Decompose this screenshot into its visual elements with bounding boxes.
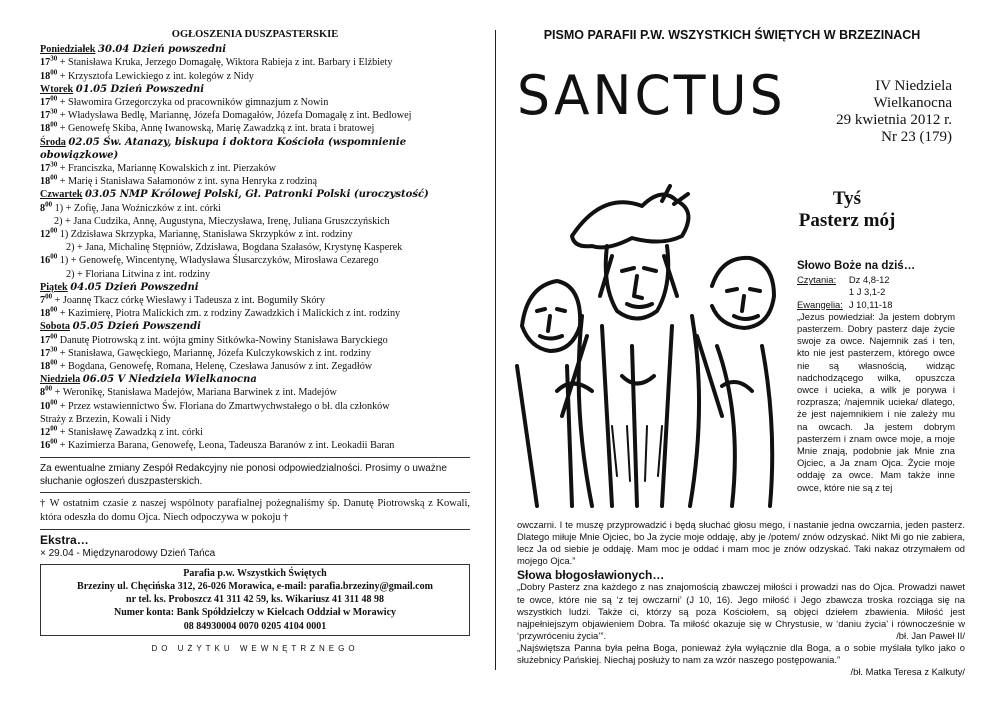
day-date: 03.05 NMP Królowej Polski, Gł. Patronki Polski (uroczystość) [84, 189, 429, 201]
intention-text: Danutę Piotrowską z int. wójta gminy Sitkówka-Nowiny Stanisława Baryckiego [57, 334, 388, 346]
intention-text: + Marię i Stanisława Sałamonów z int. syna Henryka z rodziną [57, 176, 317, 188]
mass-hour: 18 [40, 361, 51, 373]
sanctus-logo: SANCTUS [517, 64, 786, 128]
mass-intention [40, 254, 470, 267]
separator [40, 529, 470, 530]
mass-hour: 18 [40, 70, 51, 82]
day-date: 04.05 Dzień Powszedni [70, 281, 199, 293]
schedule [40, 43, 470, 452]
mass-hour: 17 [40, 334, 51, 346]
mass-intention [40, 241, 470, 254]
mass-hour: 17 [40, 110, 51, 122]
intention-text: 1) Zdzisława Skrzypka, Mariannę, Stanisława Skrzypków z int. rodziny [57, 229, 353, 241]
mass-minutes: 00 [50, 398, 58, 407]
mass-minutes: 00 [50, 121, 58, 130]
quote-text: „Dobry Pasterz zna każdego z nas znajomością zbawczej miłości i prowadzi nas do Ojca. Prowadzi nawet te owce, które nie są ‘z tej owczarni’ (J 10, 16). Jego miłość i Jego zbawcza troska rozciąga się na wszystkich ludzi. Także ci, którzy są poza Kościołem, są objęci dziełem zbawienia. Miłość jest najpełniejszym objawieniem Dobra. Ta miłość okazuje się w Chrystusie, w ‘daniu życia’ i równocześnie w ‘przywróceniu życia’”. [517, 581, 965, 641]
mass-hour: 17 [40, 57, 51, 69]
day-heading [40, 320, 470, 333]
mass-minutes: 00 [45, 292, 53, 301]
gospel-text: „Jezus powiedział: Ja jestem dobrym pasterzem. Dobry pasterz daje życie swoje za owce. Najemnik zaś i ten, kto nie jest pasterzem, którego owce nie są własnością, widząc nadchodzącego wilka, opuszcza owce i ucieka, a wilk je porywa i rozprasza; /najemnik ucieka/ dlatego, że jest najemnikiem i nie zależy mu na owcach. Ja jestem dobrym pasterzem i znam owce moje, a moje Mnie znają, podobnie jak Mnie zna Ojciec, a Ja znam Ojca. Życie moje oddaję za owce. Mam także inne owce, które nie są z tej [797, 310, 955, 493]
mass-hour: 17 [40, 163, 51, 175]
intention-text: + Przez wstawiennictwo Św. Floriana do Zmartwychwstałego o bł. dla członków [57, 400, 390, 412]
mass-hour: 17 [40, 347, 51, 359]
day-name: Piątek [40, 281, 68, 293]
intention-text: 2) + Jana Cudzika, Annę, Augustyna, Mieczysława, Irenę, Juliana Gruszczyńskich [54, 215, 390, 227]
intention-text: Straży z Brzezin, Kowali i Nidy [40, 413, 171, 425]
mass-intention [40, 109, 470, 122]
day-heading [40, 188, 470, 201]
quote-signature: /bł. Matka Teresa z Kalkuty/ [850, 666, 965, 678]
reading-row [797, 299, 898, 311]
issue-number: Nr 23 (179) [881, 129, 952, 145]
mass-minutes: 00 [50, 173, 58, 182]
mass-hour: 8 [40, 387, 46, 399]
blessed-quote-2: „Najświętsza Panna była pełna Boga, ponieważ żyła wyłącznie dla Boga, a o sobie myślała tylko jako o służebnicy Pańskiej. Niechaj posłuży to nam za wzór naszego postępowania.” [517, 641, 965, 666]
issue-info [782, 78, 952, 146]
day-name: Poniedziałek [40, 44, 96, 56]
mass-minutes: 00 [50, 253, 58, 262]
readings-table [797, 274, 898, 311]
intention-text: + Bogdana, Genowefę, Romana, Helenę, Czesława Janusów z int. Zegadłów [57, 361, 373, 373]
bank-name: Numer konta: Bank Spółdzielczy w Kielcach Oddział w Morawicy [113, 607, 397, 619]
intention-text: + Sławomira Grzegorczyka od pracowników gimnazjum z Nowin [57, 97, 329, 109]
intention-text: + Stanisława, Gawęckiego, Mariannę, Józefa Kulczykowskich z int. rodziny [57, 347, 372, 359]
announcements-column [40, 28, 470, 655]
separator [40, 492, 470, 493]
day-name: Niedziela [40, 374, 81, 386]
intention-text: + Krzysztofa Lewickiego z int. kolegów z Nidy [57, 70, 254, 82]
reading-label: Ewangelia: [797, 298, 843, 310]
intention-text: + Joannę Tkacz córkę Wiesławy i Tadeusza z int. Bogumiły Skóry [52, 295, 325, 307]
mass-hour: 17 [40, 97, 51, 109]
reading-ref: Dz 4,8-12 [848, 274, 890, 286]
gospel-section [797, 260, 955, 494]
blessed-title: Słowa błogosławionych… [517, 568, 665, 583]
mass-hour: 18 [40, 176, 51, 188]
intention-text: + Stanisława Kruka, Jerzego Domagałę, Wiktora Rabieja z int. Barbary i Elżbiety [57, 57, 393, 69]
day-heading [40, 136, 470, 162]
parish-name: Parafia p.w. Wszystkich Świętych [183, 567, 327, 579]
intention-text: + Franciszka, Mariannę Kowalskich z int. Pierzaków [57, 163, 276, 175]
day-heading [40, 281, 470, 294]
issue-date: 29 kwietnia 2012 r. [836, 112, 952, 128]
mass-minutes: 00 [50, 424, 58, 433]
separator [40, 457, 470, 458]
mass-intention [40, 70, 470, 83]
mass-minutes: 00 [50, 358, 58, 367]
mass-intention [40, 360, 470, 373]
mass-minutes: 00 [50, 332, 58, 341]
mass-hour: 18 [40, 308, 51, 320]
headline [772, 188, 922, 232]
mass-intention [40, 426, 470, 439]
mass-hour: 16 [40, 440, 51, 452]
mass-minutes: 00 [50, 68, 58, 77]
day-date: 01.05 Dzień Powszedni [75, 83, 205, 95]
mass-minutes: 00 [50, 226, 58, 235]
mass-intention [40, 439, 470, 452]
announcements-title: OGŁOSZENIA DUSZPASTERSKIE [171, 29, 339, 40]
parish-phones: nr tel. ks. Proboszcz 41 311 42 59, ks. Wikariusz 41 311 48 98 [126, 594, 384, 606]
day-heading [40, 373, 470, 386]
mass-intention [40, 386, 470, 399]
day-name: Sobota [40, 321, 71, 333]
reading-label [797, 286, 849, 298]
mass-intention [40, 122, 470, 135]
day-name: Wtorek [40, 83, 74, 95]
issue-line: IV Niedziela [875, 78, 952, 94]
continued-text [517, 519, 965, 678]
intention-text: + Weronikę, Stanisława Madejów, Mariana Barwinek z int. Madejów [52, 387, 337, 399]
reading-row [797, 274, 898, 286]
mass-intention [40, 228, 470, 241]
mass-intention [40, 175, 470, 188]
column-divider [495, 30, 496, 670]
mass-minutes: 30 [50, 55, 58, 64]
intention-text: 1) + Genowefę, Wincentynę, Władysława Ślusarczyków, Mirosława Cezarego [57, 255, 379, 267]
reading-ref: 1 J 3,1-2 [848, 286, 886, 298]
mass-minutes: 30 [50, 160, 58, 169]
mass-intention [40, 413, 470, 426]
internal-use-note: DO UŻYTKU WEWNĘTRZNEGO [151, 643, 359, 653]
mass-minutes: 30 [50, 345, 58, 354]
day-date: 05.05 Dzień Powszendi [72, 321, 201, 333]
mass-minutes: 00 [45, 200, 53, 209]
mass-intention [40, 347, 470, 360]
mass-hour: 10 [40, 400, 51, 412]
mass-hour: 12 [40, 427, 51, 439]
intention-text: + Stanisławę Zawadzką z int. córki [57, 427, 203, 439]
intention-text: 2) + Floriana Litwina z int. rodziny [66, 268, 211, 280]
intention-text: + Władysława Bedlę, Mariannę, Józefa Domagałów, Józefa Domagałę z int. Bedlowej [57, 110, 412, 122]
day-name: Czwartek [40, 189, 83, 201]
reading-ref: J 10,11-18 [848, 298, 893, 310]
mass-minutes: 30 [50, 107, 58, 116]
issue-line: Wielkanocna [873, 95, 952, 111]
day-heading [40, 83, 470, 96]
bank-account: 08 84930004 0070 0205 4104 0001 [183, 620, 327, 632]
masthead: PISMO PARAFII P.W. WSZYSTKICH ŚWIĘTYCH W BRZEZINACH [543, 28, 921, 42]
day-heading [40, 43, 470, 56]
day-date: 06.05 V Niedziela Wielkanocna [82, 374, 257, 386]
mass-intention [40, 294, 470, 307]
parish-address: Brzeziny ul. Chęcińska 312, 26-026 Morawica, e-mail: parafia.brzeziny@gmail.com [77, 580, 433, 592]
mass-hour: 7 [40, 295, 46, 307]
mass-intention [40, 162, 470, 175]
mass-intention [40, 56, 470, 69]
mass-minutes: 00 [50, 305, 58, 314]
good-shepherd-illustration [512, 176, 782, 521]
blessed-quote-1 [517, 581, 965, 641]
headline-line: Tyś [832, 188, 862, 209]
mass-minutes: 00 [50, 94, 58, 103]
mass-hour: 8 [40, 202, 46, 214]
day-name: Środa [40, 136, 66, 148]
intention-text: 1) + Zofię, Jana Woźniczków z int. córki [52, 202, 221, 214]
mass-hour: 18 [40, 123, 51, 135]
intention-text: + Kazimierza Barana, Genowefę, Leona, Tadeusza Baranów z int. Leokadii Baran [57, 440, 395, 452]
obituary-note: † W ostatnim czasie z naszej wspólnoty parafialnej pożegnaliśmy śp. Danutę Piotrowską z Kowali, która odeszła do domu Ojca. Niech odpoczywa w pokoju † [40, 497, 470, 523]
disclaimer-note: Za ewentualne zmiany Zespół Redakcyjny nie ponosi odpowiedzialności. Prosimy o uważne słuchanie ogłoszeń duszpasterskich. [40, 462, 447, 487]
intention-text: 2) + Jana, Michalinę Stępniów, Zdzisława, Bogdana Szałasów, Krystynę Kasperek [66, 242, 403, 254]
mass-intention [40, 215, 470, 228]
day-date: 02.05 Św. Atanazy, biskupa i doktora Kościoła (wspomnienie obowiązkowe) [40, 136, 407, 161]
headline-line: Pasterz mój [798, 210, 896, 231]
day-date: 30.04 Dzień powszedni [98, 44, 227, 56]
mass-intention [40, 202, 470, 215]
intention-text: + Kazimierę, Piotra Malickich zm. z rodziny Zawadzkich i Malickich z int. rodziny [57, 308, 401, 320]
mass-intention [40, 96, 470, 109]
mass-intention [40, 334, 470, 347]
mass-minutes: 00 [50, 437, 58, 446]
newsletter-column [512, 28, 965, 678]
quote-signature: /bł. Jan Paweł II/ [896, 629, 965, 641]
mass-hour: 12 [40, 229, 51, 241]
mass-intention [40, 268, 470, 281]
mass-hour: 16 [40, 255, 51, 267]
mass-intention [40, 307, 470, 320]
gospel-continuation: owczarni. I te muszę przyprowadzić i będą słuchać głosu mego, i nastanie jedna owczarnia, jeden pasterz. Dlatego miłuje Mnie Ojciec, bo Ja życie moje oddaję, aby je /potem/ znów odzyskać. Nikt Mi go nie zabiera, lecz Ja od siebie je oddaję. Mam moc je oddać i mam moc je znów odzyskać. Taki nakaz otrzymałem od mojego Ojca.” [517, 519, 965, 567]
reading-label: Czytania: [797, 274, 837, 286]
intention-text: + Genowefę Skiba, Annę Iwanowską, Marię Zawadzką z int. brata i bratowej [57, 123, 375, 135]
mass-intention [40, 400, 470, 413]
ekstra-title: Ekstra… [40, 532, 89, 547]
ekstra-item: × 29.04 - Międzynarodowy Dzień Tańca [40, 547, 216, 559]
mass-minutes: 00 [45, 385, 53, 394]
gospel-title: Słowo Boże na dziś… [797, 260, 916, 272]
parish-contact-box [40, 564, 470, 636]
reading-row [797, 286, 898, 298]
